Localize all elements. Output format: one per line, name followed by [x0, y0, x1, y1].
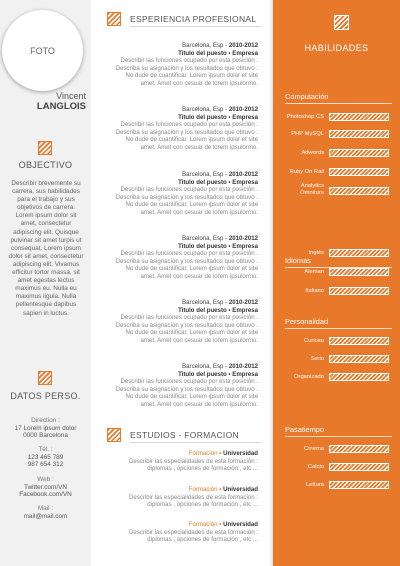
education-entry — [95, 521, 258, 544]
main-content — [91, 0, 271, 566]
job-location-dates — [95, 106, 258, 114]
job-entry — [95, 235, 258, 281]
education-entry — [95, 486, 258, 509]
skill-level-fill — [330, 482, 388, 488]
education-header — [95, 450, 258, 458]
skill-label: Cinema — [304, 446, 324, 452]
bullet-icon: • — [228, 49, 231, 57]
bullet-icon: • — [228, 113, 231, 121]
job-dates: 2010-2012 — [228, 235, 258, 242]
job-entry — [95, 299, 258, 345]
skills-section-title: Pasatiempo — [285, 425, 325, 434]
bullet-icon: • — [228, 306, 231, 314]
education-formation: Formación — [188, 486, 218, 493]
skills-section-divider — [285, 328, 392, 329]
job-position: Titulo del puesto — [178, 113, 227, 121]
education-formation: Formación — [188, 521, 218, 528]
job-desc-2: Describa su asignación y los resultados que obtuvo . — [115, 385, 258, 393]
job-desc-3: No dude de cuantificar. Lorem ipsum dolor et site — [125, 72, 258, 80]
bullet-icon: • — [219, 486, 222, 493]
skill-label: Adwords — [301, 150, 324, 156]
objective-text: Describir brevemente su carrera, sus habilidades para el trabajo y sus objetivos de carrera. Lorem ipsum dolor sit amet, consectetur adipiscing elit. Quisque pulvinar sit amet turpis ut consequat. Lorem ipsum dolor sit amet, consectetur adipiscing elit. Vivamus efficitur tortor massa, sit amet egestas lectus maximus eu. Nulla eu maximus ligula. Nulla pellentesque dapibus sapien in luctus. — [8, 180, 84, 317]
job-entry — [95, 106, 258, 152]
bullet-icon: • — [228, 178, 231, 186]
skill-level-fill — [330, 288, 388, 294]
education-header — [95, 521, 258, 529]
tel-1: 123 465 789 — [27, 453, 64, 461]
skill-level-bar — [329, 149, 389, 157]
skill-level-fill — [330, 169, 388, 175]
experience-divider — [130, 26, 261, 27]
job-dates: 2010-2012 — [228, 363, 258, 370]
last-name: LANGLOIS — [36, 101, 86, 112]
job-desc-3: No dude de cuantificar. Lorem ipsum dolor et site — [125, 201, 258, 209]
job-desc-2: Describa su asignación y los resultados que obtuvo . — [115, 128, 258, 136]
objective-icon — [38, 141, 52, 155]
job-desc-3: No dude de cuantificar. Lorem ipsum dolor et site — [125, 265, 258, 273]
skill-level-fill — [330, 188, 388, 194]
education-icon — [107, 428, 121, 442]
job-desc-1: Describir las funciones ocupado por esta posición . — [120, 57, 258, 65]
job-position: Titulo del puesto — [178, 49, 227, 57]
tel-block — [0, 446, 91, 469]
skill-level-fill — [330, 356, 388, 362]
skill-level-bar — [329, 287, 389, 295]
skill-level-bar — [329, 168, 389, 176]
skill-level-bar — [329, 463, 389, 471]
job-company: Empresa — [232, 178, 258, 186]
skill-level-fill — [330, 338, 388, 344]
education-entry — [95, 450, 258, 473]
job-location-dates — [95, 171, 258, 179]
education-title: ESTUDIOS - FORMACION — [130, 430, 239, 440]
personal-data-icon — [38, 371, 52, 385]
skill-label — [273, 183, 324, 196]
job-location-dates — [95, 42, 258, 50]
job-desc-4: amet. Amet con cesuar de lorem ipsulormo. — [140, 208, 258, 216]
skill-level-bar — [329, 373, 389, 381]
bullet-icon: • — [228, 242, 231, 250]
education-desc-2: diplomas , opciones de formación , etc ... — [147, 501, 258, 509]
job-desc-1: Describir las funciones ocupado por esta posición . — [120, 314, 258, 322]
job-desc-1: Describir las funciones ocupado por esta posición . — [120, 121, 258, 129]
skill-label-line-2: Omniture — [300, 189, 324, 196]
job-desc-4: amet. Amet con cesuar de lorem ipsulormo. — [140, 400, 258, 408]
education-university: Universidad — [223, 521, 258, 528]
skill-level-bar — [329, 113, 389, 121]
job-desc-4: amet. Amet con cesuar de lorem ipsulormo. — [140, 336, 258, 344]
skill-level-bar — [329, 187, 389, 195]
job-entry — [95, 42, 258, 88]
education-desc-1: Describir las especialidades de esta formación : — [128, 457, 258, 465]
job-location: Barcelona, Esp - — [182, 235, 229, 242]
direction-city: 0000 Barcelona — [23, 432, 68, 440]
skill-label: Curioso — [304, 338, 324, 344]
web-label: Web : — [37, 476, 54, 483]
skill-label: Organizado — [294, 374, 324, 380]
skill-level-bar — [329, 337, 389, 345]
direction-label: Direction : — [31, 417, 60, 424]
mail-value[interactable]: mail@mail.com — [23, 512, 68, 520]
skill-level-bar — [329, 445, 389, 453]
job-company: Empresa — [232, 370, 258, 378]
skill-level-bar — [329, 268, 389, 276]
job-position: Titulo del puesto — [178, 242, 227, 250]
skill-level-fill — [330, 446, 388, 452]
job-desc-1: Describir las funciones ocupado por esta posición . — [120, 378, 258, 386]
job-entry — [95, 363, 258, 409]
job-location: Barcelona, Esp - — [182, 299, 229, 306]
photo-placeholder — [2, 10, 83, 91]
job-role — [95, 243, 258, 251]
job-desc-1: Describir las funciones ocupado por esta posición . — [120, 250, 258, 258]
bullet-icon: • — [228, 370, 231, 378]
job-desc-4: amet. Amet con cesuar de lorem ipsulormo. — [140, 143, 258, 151]
first-name: Vincent — [56, 91, 86, 101]
web-block — [0, 476, 91, 499]
job-role — [95, 50, 258, 58]
job-desc-4: amet. Amet con cesuar de lorem ipsulormo. — [140, 272, 258, 280]
skill-level-fill — [330, 269, 388, 275]
job-company: Empresa — [232, 113, 258, 121]
education-university: Universidad — [223, 450, 258, 457]
tel-2: 987 654 312 — [27, 461, 64, 469]
left-sidebar — [0, 0, 91, 566]
tel-label: Tél. : — [38, 446, 53, 453]
education-desc-2: diplomas , opciones de formación , etc ... — [147, 465, 258, 473]
skill-label: Aleman — [304, 269, 324, 275]
web-twitter[interactable]: Twitter.com/VN — [24, 483, 67, 491]
job-desc-2: Describa su asignación y los resultados que obtuvo . — [115, 257, 258, 265]
education-university: Universidad — [223, 486, 258, 493]
skill-level-fill — [330, 131, 388, 137]
education-desc-2: diplomas , opciones de formación , etc ... — [147, 536, 258, 544]
job-role — [95, 179, 258, 187]
skill-level-bar — [329, 355, 389, 363]
job-location-dates — [95, 299, 258, 307]
direction-value: 17 Lorem ipsum dolor — [14, 424, 77, 432]
job-company: Empresa — [232, 306, 258, 314]
job-desc-4: amet. Amet con cesuar de lorem ipsulormo. — [140, 79, 258, 87]
job-location: Barcelona, Esp - — [182, 42, 229, 49]
education-desc-1: Describir las especialidades de esta formación : — [128, 493, 258, 501]
education-header — [95, 486, 258, 494]
skills-section-divider — [285, 103, 392, 104]
job-position: Titulo del puesto — [178, 370, 227, 378]
skills-title: HABILIDADES — [304, 43, 369, 53]
skill-level-fill — [330, 464, 388, 470]
skill-label: Ruby On Rail — [289, 169, 324, 175]
skill-level-bar — [329, 130, 389, 138]
direction-block — [0, 417, 91, 440]
skills-section-title: Idiomas — [285, 256, 311, 265]
job-location-dates — [95, 363, 258, 371]
bullet-icon: • — [219, 521, 222, 528]
skill-label: PHP MySQL — [291, 131, 324, 137]
job-location-dates — [95, 235, 258, 243]
skill-level-fill — [330, 374, 388, 380]
experience-title: ESPERIENCIA PROFESIONAL — [130, 14, 257, 24]
personal-data-title: DATOS PERSO. — [10, 391, 81, 401]
education-desc-1: Describir las especialidades de esta formación : — [128, 528, 258, 536]
skill-level-fill — [330, 114, 388, 120]
job-location: Barcelona, Esp - — [182, 363, 229, 370]
job-position: Titulo del puesto — [178, 306, 227, 314]
web-facebook[interactable]: Facebook.com/VN — [19, 491, 72, 499]
skill-label: Serio — [310, 356, 324, 362]
skill-level-fill — [330, 150, 388, 156]
skill-level-fill — [330, 250, 388, 256]
job-company: Empresa — [232, 49, 258, 57]
job-dates: 2010-2012 — [228, 299, 258, 306]
mail-block — [0, 505, 91, 520]
job-entry — [95, 171, 258, 217]
education-formation: Formación — [188, 450, 218, 457]
mail-label: Mail : — [37, 505, 54, 512]
skill-label: Inglés — [308, 250, 324, 256]
job-dates: 2010-2012 — [228, 42, 258, 49]
skills-section-title: Computación — [285, 92, 329, 101]
skill-level-bar — [329, 481, 389, 489]
bullet-icon: • — [219, 450, 222, 457]
job-company: Empresa — [232, 242, 258, 250]
job-desc-1: Describir las funciones ocupado por esta posición . — [120, 186, 258, 194]
job-desc-3: No dude de cuantificar. Lorem ipsum dolor et site — [125, 393, 258, 401]
job-location: Barcelona, Esp - — [182, 171, 229, 178]
skills-icon — [334, 15, 349, 30]
education-divider — [130, 442, 261, 443]
skills-sidebar — [273, 0, 400, 566]
skills-section-title: Personalidad — [285, 317, 329, 326]
photo-label: FOTO — [30, 45, 55, 56]
job-location: Barcelona, Esp - — [182, 106, 229, 113]
job-desc-2: Describa su asignación y los resultados que obtuvo . — [115, 64, 258, 72]
skill-level-bar — [329, 249, 389, 257]
job-role — [95, 371, 258, 379]
skill-label: Calcio — [307, 464, 324, 470]
experience-icon — [107, 12, 121, 26]
skill-label: Lettura — [305, 482, 324, 488]
job-desc-3: No dude de cuantificar. Lorem ipsum dolor et site — [125, 136, 258, 144]
job-desc-3: No dude de cuantificar. Lorem ipsum dolor et site — [125, 329, 258, 337]
job-position: Titulo del puesto — [178, 178, 227, 186]
skills-section-divider — [285, 436, 392, 437]
job-role — [95, 307, 258, 315]
skill-label-line-1: Analytics — [300, 183, 324, 189]
skill-label: Photoshop CS — [286, 114, 324, 120]
job-desc-2: Describa su asignación y los resultados que obtuvo . — [115, 321, 258, 329]
objective-title: OBJECTIVO — [18, 160, 73, 170]
skill-label: Italiano — [305, 288, 324, 294]
job-dates: 2010-2012 — [228, 171, 258, 178]
job-desc-2: Describa su asignación y los resultados que obtuvo . — [115, 193, 258, 201]
job-dates: 2010-2012 — [228, 106, 258, 113]
job-role — [95, 114, 258, 122]
